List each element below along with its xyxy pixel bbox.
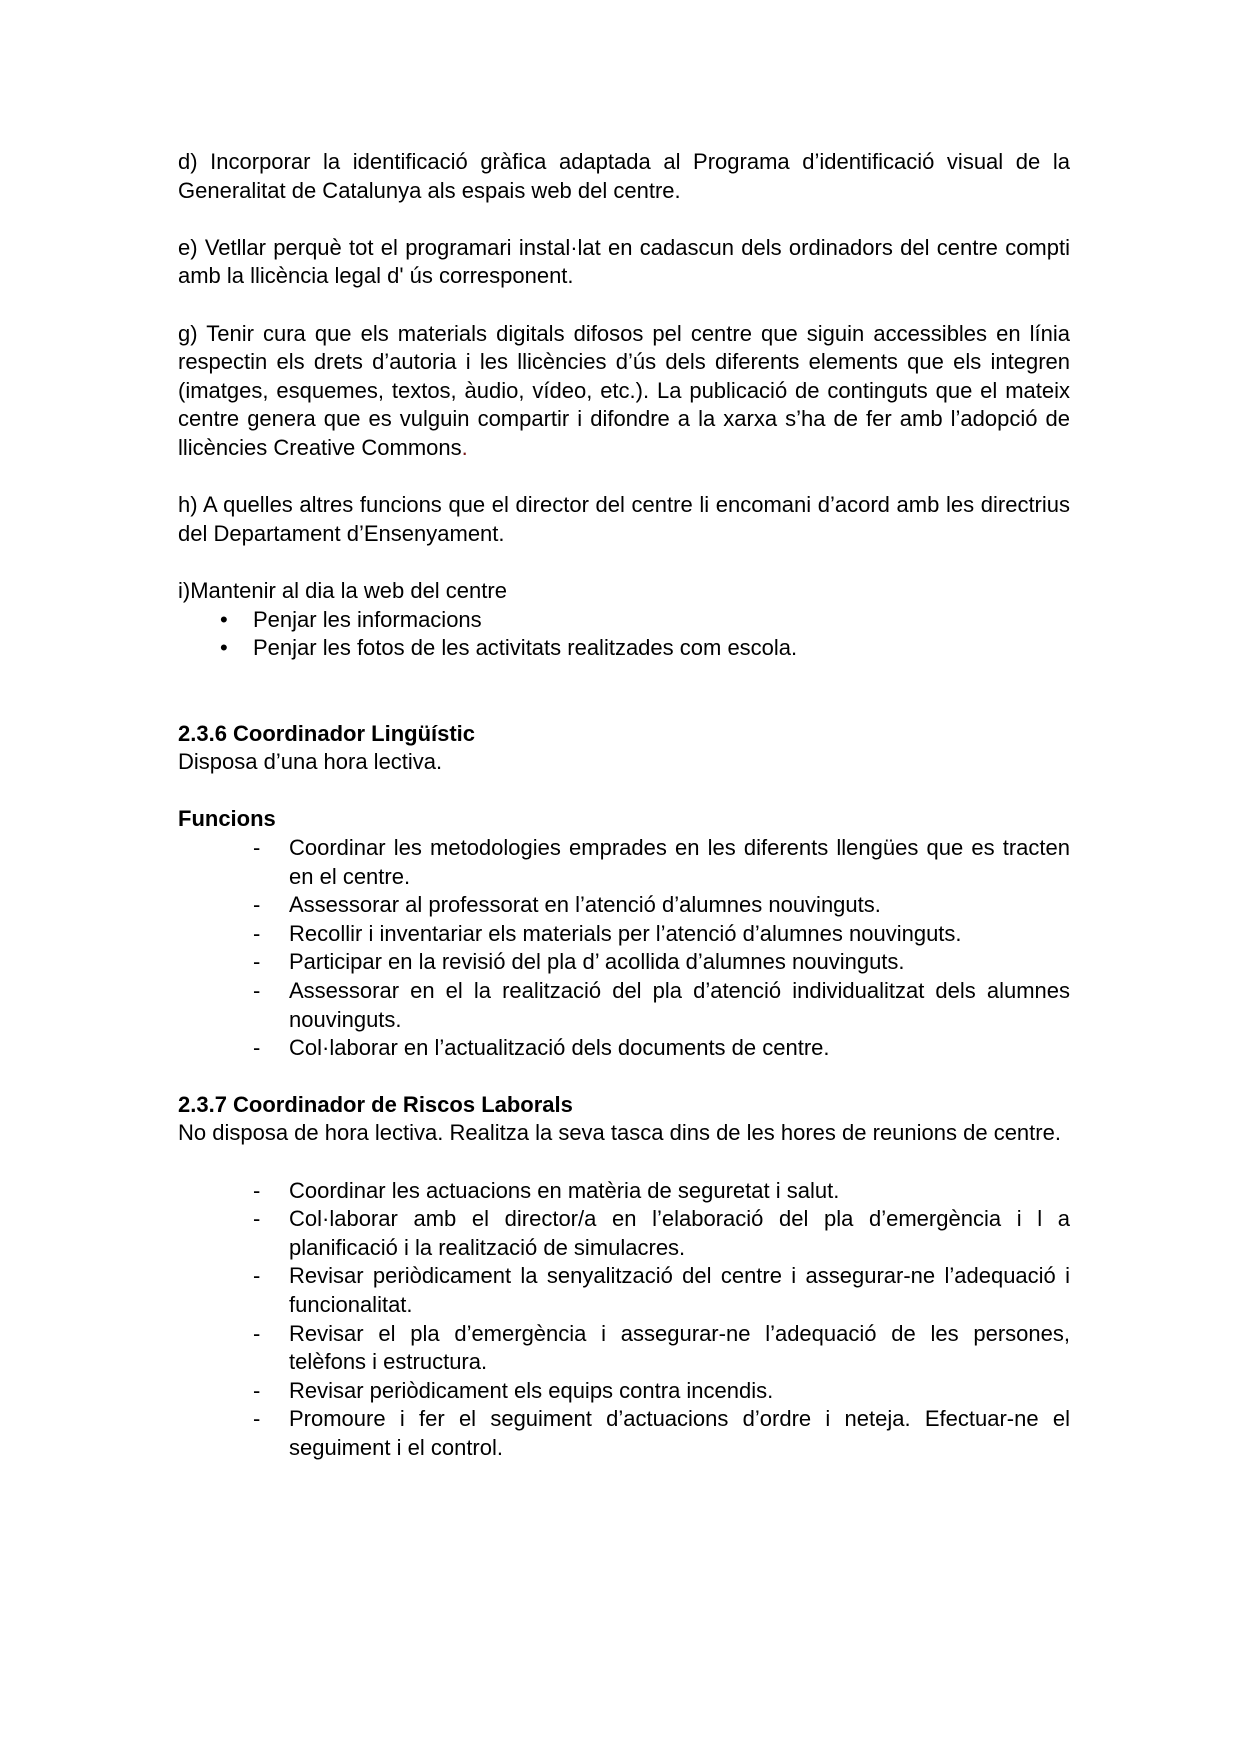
section-237-functions-list xyxy=(178,1177,1070,1463)
list-item xyxy=(178,1034,1070,1063)
dash-icon: - xyxy=(253,1406,261,1432)
dash-icon: - xyxy=(253,920,261,946)
dash-icon: - xyxy=(253,1263,261,1289)
list-item-text: Coordinar les metodologies emprades en les diferents llengües que es tracten en el centre. xyxy=(289,835,1070,889)
list-item-text: Col·laborar amb el director/a en l’elaboració del pla d’emergència i l a planificació i la realització de simulacres. xyxy=(289,1206,1070,1260)
list-item xyxy=(178,1262,1070,1319)
dash-icon: - xyxy=(253,1206,261,1232)
section-236-functions-list xyxy=(178,834,1070,1063)
dash-icon: - xyxy=(253,978,261,1004)
list-item-text: Assessorar en el la realització del pla d’atenció individualitzat dels alumnes nouvinguts. xyxy=(289,978,1070,1032)
list-item-text: Coordinar les actuacions en matèria de seguretat i salut. xyxy=(289,1177,840,1203)
list-item xyxy=(178,891,1070,920)
list-item xyxy=(178,1377,1070,1406)
dash-icon: - xyxy=(253,1177,261,1203)
section-236-subheading: Funcions xyxy=(178,806,276,832)
list-item-text: Col·laborar en l’actualització dels documents de centre. xyxy=(289,1035,830,1061)
list-item xyxy=(178,977,1070,1034)
bullet-icon: • xyxy=(220,635,228,661)
section-title-236: 2.3.6 Coordinador Lingüístic xyxy=(178,720,476,746)
list-item xyxy=(178,1205,1070,1262)
list-item-text: Penjar les fotos de les activitats realitzades com escola. xyxy=(253,635,798,661)
dash-icon: - xyxy=(253,949,261,975)
list-item-text: Participar en la revisió del pla d’ acollida d’alumnes nouvinguts. xyxy=(289,949,905,975)
dash-icon: - xyxy=(253,1035,261,1061)
list-item-text: Revisar el pla d’emergència i assegurar-ne l’adequació de les persones, telèfons i estructura. xyxy=(289,1320,1070,1375)
list-item xyxy=(178,920,1070,949)
list-item xyxy=(178,1320,1070,1377)
list-item xyxy=(178,634,1070,663)
paragraph-g-text: g) Tenir cura que els materials digitals difosos pel centre que siguin accessibles en línia respectin els drets d’autoria i les llicències d’ús dels diferents elements que els integren (imatges, esquemes, textos, àudio, vídeo, etc.). La publicació de continguts que el mateix centre genera que es vulguin compartir i difondre a la xarxa s’ha de fer amb l’adopció de llicències Creative Commons xyxy=(178,320,1070,460)
dash-icon: - xyxy=(253,1320,261,1346)
dash-icon: - xyxy=(253,1377,261,1403)
paragraph-e: e) Vetllar perquè tot el programari instal·lat en cadascun dels ordinadors del centre compti amb la llicència legal d' ús corresponent. xyxy=(178,234,1070,289)
list-item-text: Recollir i inventariar els materials per l’atenció d’alumnes nouvinguts. xyxy=(289,920,962,946)
paragraph-h: h) A quelles altres funcions que el director del centre li encomani d’acord amb les directrius del Departament d’Ensenyament. xyxy=(178,492,1070,546)
list-item xyxy=(178,834,1070,891)
list-item-text: Revisar periòdicament la senyalització del centre i assegurar-ne l’adequació i funcionalitat. xyxy=(289,1263,1070,1317)
paragraph-d: d) Incorporar la identificació gràfica adaptada al Programa d’identificació visual de la Generalitat de Catalunya als espais web del centre. xyxy=(178,149,1070,203)
list-item xyxy=(178,1405,1070,1462)
list-item xyxy=(178,1177,1070,1206)
paragraph-g xyxy=(178,320,1070,463)
paragraph-g-period: . xyxy=(461,434,468,460)
bullet-icon: • xyxy=(220,606,228,632)
list-item-text: Penjar les informacions xyxy=(253,606,482,632)
list-item xyxy=(178,606,1070,635)
dash-icon: - xyxy=(253,835,261,861)
section-237-intro: No disposa de hora lectiva. Realitza la seva tasca dins de les hores de reunions de centre. xyxy=(178,1120,1061,1146)
list-item-text: Assessorar al professorat en l’atenció d’alumnes nouvinguts. xyxy=(289,892,881,918)
document-page xyxy=(178,148,1070,1463)
list-item-text: Revisar periòdicament els equips contra incendis. xyxy=(289,1377,774,1403)
list-item xyxy=(178,948,1070,977)
paragraph-i: i)Mantenir al dia la web del centre xyxy=(178,577,507,603)
dash-icon: - xyxy=(253,892,261,918)
web-tasks-list xyxy=(178,606,1070,663)
section-title-237: 2.3.7 Coordinador de Riscos Laborals xyxy=(178,1091,573,1117)
section-236-intro: Disposa d’una hora lectiva. xyxy=(178,749,443,775)
list-item-text: Promoure i fer el seguiment d’actuacions d’ordre i neteja. Efectuar-ne el seguiment i el control. xyxy=(289,1406,1070,1460)
